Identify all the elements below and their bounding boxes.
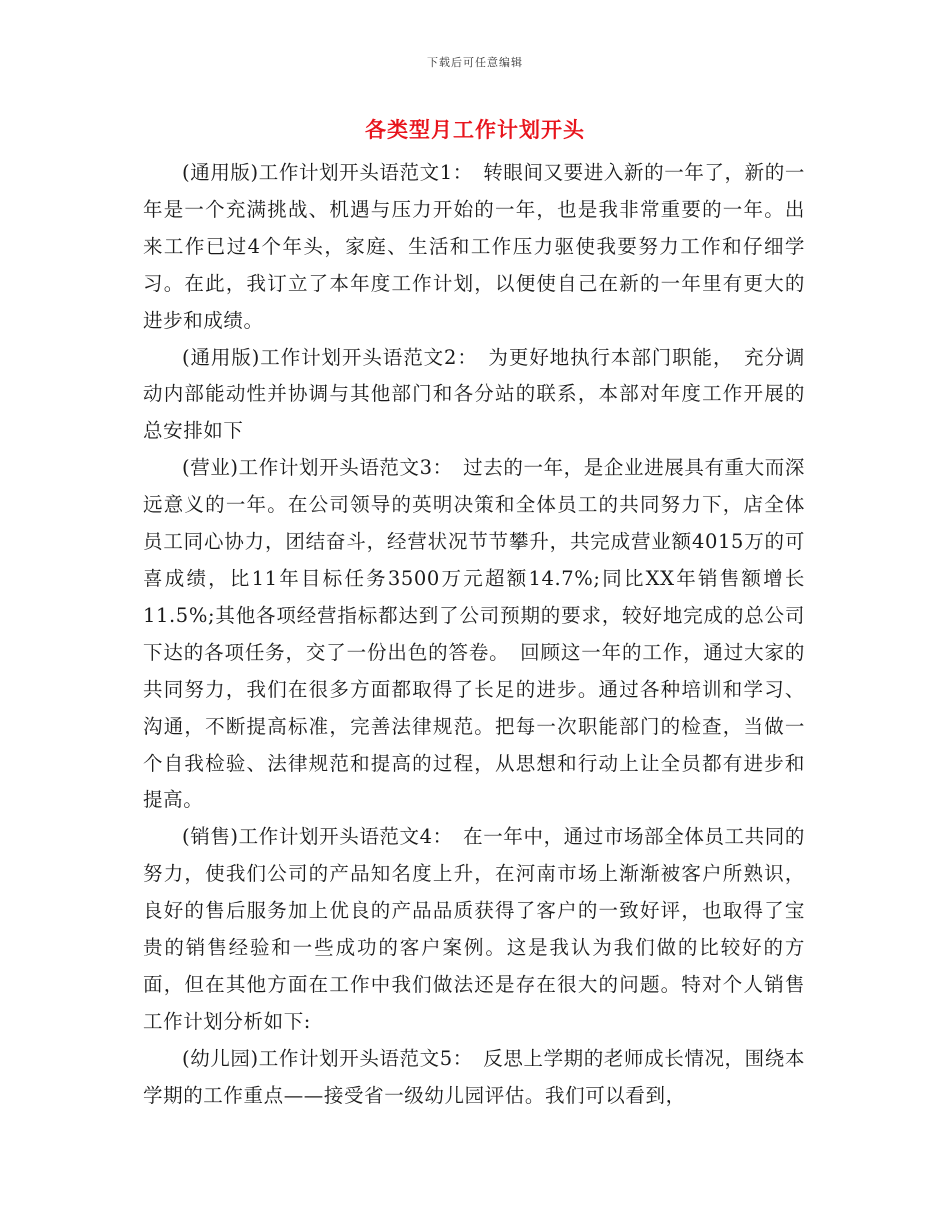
document-title: 各类型月工作计划开头: [365, 118, 585, 142]
paragraph-template-2: (通用版)工作计划开头语范文2： 为更好地执行本部门职能， 充分调动内部能动性并协调与其他部门和各分站的联系，本部对年度工作开展的总安排如下: [143, 345, 805, 443]
paragraph-template-5: (幼儿园)工作计划开头语范文5： 反思上学期的老师成长情况，围绕本学期的工作重点——接受省一级幼儿园评估。我们可以看到，: [143, 1046, 805, 1107]
header-note: 下载后可任意编辑: [427, 56, 523, 69]
paragraph-template-4: (销售)工作计划开头语范文4： 在一年中，通过市场部全体员工共同的努力，使我们公司的产品知名度上升，在河南市场上渐渐被客户所熟识，良好的售后服务加上优良的产品品质获得了客户的一致好评，也取得了宝贵的销售经验和一些成功的客户案例。这是我认为我们做的比较好的方面，但在其他方面在工作中我们做法还是存在很大的问题。特对个人销售工作计划分析如下:: [143, 825, 805, 1033]
paragraph-template-1: (通用版)工作计划开头语范文1： 转眼间又要进入新的一年了，新的一年是一个充满挑战、机遇与压力开始的一年，也是我非常重要的一年。出来工作已过4个年头，家庭、生活和工作压力驱使我要努力工作和仔细学习。在此，我订立了本年度工作计划，以便使自己在新的一年里有更大的进步和成绩。: [143, 161, 805, 332]
document-body: [143, 155, 805, 1115]
paragraph-template-3: (营业)工作计划开头语范文3： 过去的一年，是企业进展具有重大而深远意义的一年。在公司领导的英明决策和全体员工的共同努力下，店全体员工同心协力，团结奋斗，经营状况节节攀升，共完成营业额4015万的可喜成绩，比11年目标任务3500万元超额14.7%;同比XX年销售额增长11.5%;其他各项经营指标都达到了公司预期的要求，较好地完成的总公司下达的各项任务，交了一份出色的答卷。 回顾这一年的工作，通过大家的共同努力，我们在很多方面都取得了长足的进步。通过各种培训和学习、沟通，不断提高标准，完善法律规范。把每一次职能部门的检查，当做一个自我检验、法律规范和提高的过程，从思想和行动上让全员都有进步和提高。: [143, 456, 805, 812]
